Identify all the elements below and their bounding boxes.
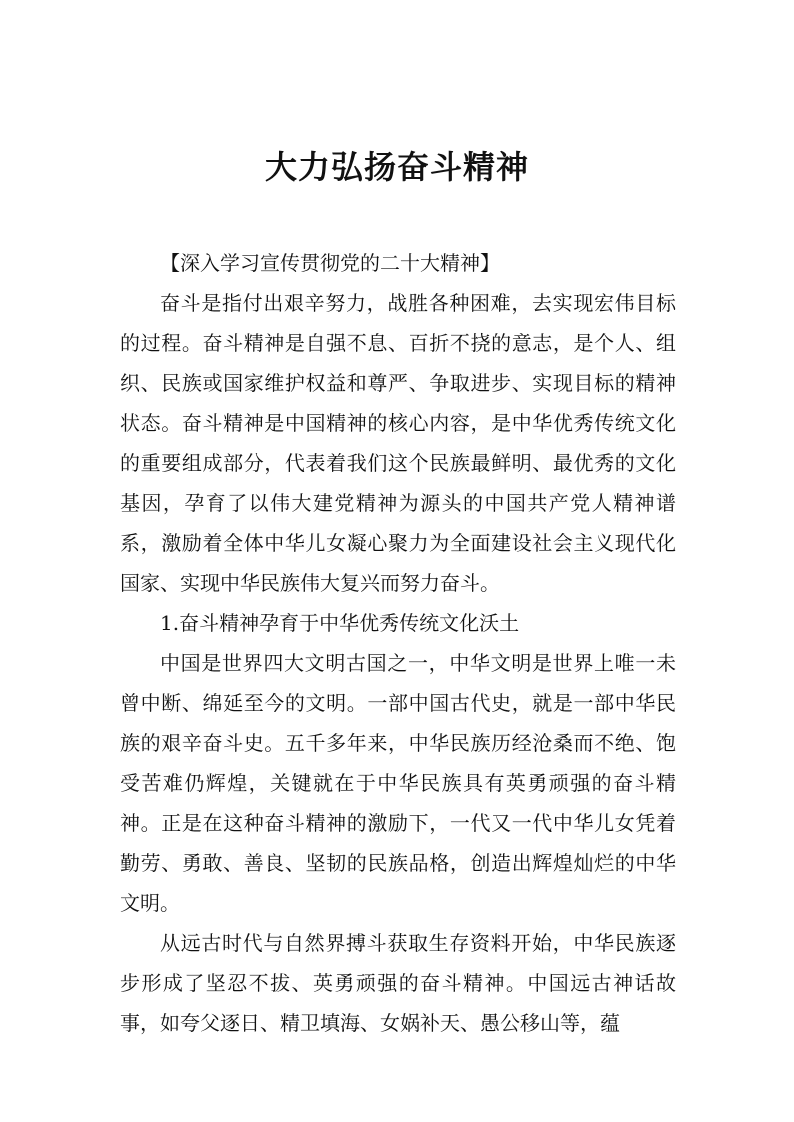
section-heading-1: 1.奋斗精神孕育于中华优秀传统文化沃土 [160,611,520,635]
paragraph-ancient-myths: 从远古时代与自然界搏斗获取生存资料开始，中华民族逐步形成了坚忍不拔、英勇顽强的奋斗精神。中国远古神话故事，如夸父逐日、精卫填海、女娲补天、愚公移山等，蕴 [120,931,676,1035]
paragraph-chinese-civilization: 中国是世界四大文明古国之一，中华文明是世界上唯一未曾中断、绵延至今的文明。一部中国古代史，就是一部中华民族的艰辛奋斗史。五千多年来，中华民族历经沧桑而不绝、饱受苦难仍辉煌，关键就在于中华民族具有英勇顽强的奋斗精神。正是在这种奋斗精神的激励下，一代又一代中华儿女凭着勤劳、勇敢、善良、坚韧的民族品格，创造出辉煌灿烂的中华文明。 [120,651,676,915]
paragraph-intro: 奋斗是指付出艰辛努力，战胜各种困难，去实现宏伟目标的过程。奋斗精神是自强不息、百折不挠的意志，是个人、组织、民族或国家维护权益和尊严、争取进步、实现目标的精神状态。奋斗精神是中国精神的核心内容，是中华优秀传统文化的重要组成部分，代表着我们这个民族最鲜明、最优秀的文化基因，孕育了以伟大建党精神为源头的中国共产党人精神谱系，激励着全体中华儿女凝心聚力为全面建设社会主义现代化国家、实现中华民族伟大复兴而努力奋斗。 [120,291,676,595]
series-tag: 【深入学习宣传贯彻党的二十大精神】 [160,251,500,275]
document-body [120,243,676,1043]
document-title: 大力弘扬奋斗精神 [264,148,529,186]
